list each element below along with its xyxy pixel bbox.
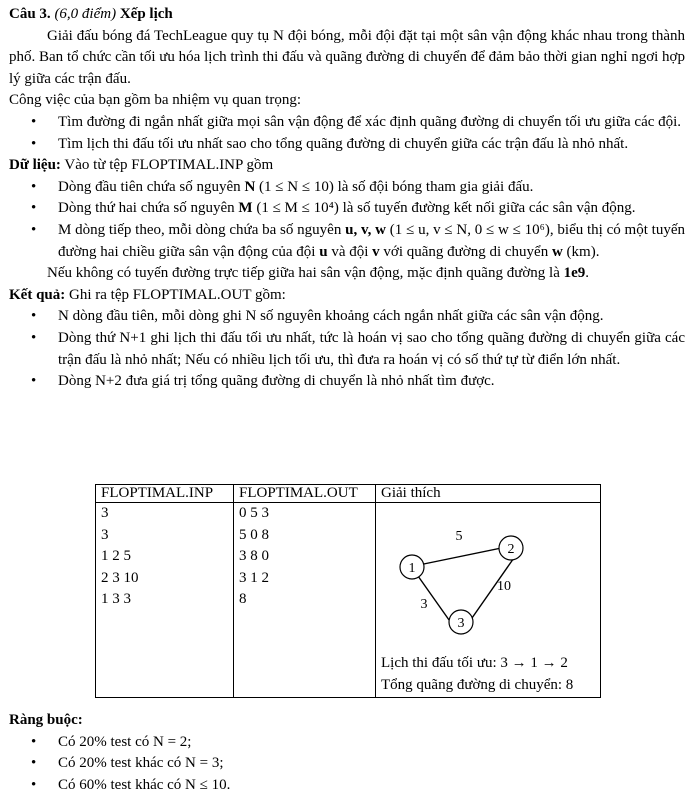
input-item: • M dòng tiếp theo, mỗi dòng chứa ba số nguyên u, v, w (1 ≤ u, v ≤ N, 0 ≤ w ≤ 10⁶), biểu thị có một tuyến đường hai chiều giữa sân vận động của đội u và đội v với quãng đường di chuyển w (km). xyxy=(9,220,685,263)
input-item: • Dòng đầu tiên chứa số nguyên N (1 ≤ N ≤ 10) là số đội bóng tham gia giải đấu. xyxy=(9,177,685,199)
edge-1-2 xyxy=(414,546,511,566)
problem-statement xyxy=(9,0,685,393)
inp-line: 1 2 5 xyxy=(101,548,131,564)
output-item: • Dòng N+2 đưa giá trị tổng quãng đường di chuyển là nhỏ nhất tìm được. xyxy=(9,371,685,393)
example-table xyxy=(95,484,601,698)
inp-line: 3 xyxy=(101,505,109,521)
output-item: • Dòng thứ N+1 ghi lịch thi đấu tối ưu nhất, tức là hoán vị sao cho tổng quãng đường di chuyển giữa các trận đấu là nhỏ nhất; Nếu có nhiều lịch tối ưu, thì đưa ra hoán vị có số thứ tự từ điển lớn nhất. xyxy=(9,328,685,371)
inp-line: 2 3 10 xyxy=(101,569,139,586)
node-2-label: 2 xyxy=(507,542,515,557)
input-text: Vào từ tệp FLOPTIMAL.INP gồm xyxy=(64,157,274,174)
intro-paragraph: Giải đấu bóng đá TechLeague quy tụ N đội bóng, mỗi đội đặt tại một sân vận động khác nhau trong thành phố. Ban tổ chức cần tối ưu hóa lịch trình thi đấu và quãng đường di chuyển để đảm bảo thời gian nghỉ ngơi hợp lý giữa các trận đấu. xyxy=(9,27,685,87)
input-note: Nếu không có tuyến đường trực tiếp giữa hai sân vận động, mặc định quãng đường là 1e9. xyxy=(47,265,590,282)
example-header-row xyxy=(96,485,601,503)
explain-line: Lịch thi đấu tối ưu: 3 → 1 → 2 xyxy=(381,655,568,671)
task-item: • Tìm lịch thi đấu tối ưu nhất sao cho tổng quãng đường di chuyển giữa các trận đấu là nhỏ nhất. xyxy=(9,134,685,156)
input-heading xyxy=(9,155,685,177)
constraint-item: • Có 20% test khác có N = 3; xyxy=(9,753,685,775)
graph-diagram xyxy=(381,503,595,653)
header-explain: Giải thích xyxy=(376,485,601,503)
out-line: 8 xyxy=(239,591,247,607)
tasks-list xyxy=(9,112,685,155)
output-text: Ghi ra tệp FLOPTIMAL.OUT gồm: xyxy=(69,286,286,303)
explain-cell xyxy=(376,503,601,698)
constraint-item: • Có 20% test có N = 2; xyxy=(9,732,685,754)
out-line: 0 5 3 xyxy=(239,505,269,521)
problem-points: (6,0 điểm) xyxy=(54,6,117,22)
edge-label-5: 5 xyxy=(455,529,463,544)
out-line: 5 0 8 xyxy=(239,526,269,543)
header-inp: FLOPTIMAL.INP xyxy=(96,485,234,503)
problem-title: Xếp lịch xyxy=(119,6,173,22)
example-body-row xyxy=(96,503,601,698)
edge-label-10: 10 xyxy=(497,579,511,594)
input-item: • Dòng thứ hai chứa số nguyên M (1 ≤ M ≤ 10⁴) là số tuyến đường kết nối giữa các sân vận động. xyxy=(9,198,685,220)
constraints-section xyxy=(9,710,685,796)
edge-label-3: 3 xyxy=(420,597,428,612)
explain-line: Tổng quãng đường di chuyển: 8 xyxy=(381,676,574,693)
graph-svg xyxy=(381,503,595,653)
output-list xyxy=(9,306,685,392)
task-item: • Tìm đường đi ngắn nhất giữa mọi sân vận động để xác định quãng đường di chuyển tối ưu giữa các đội. xyxy=(9,112,685,134)
out-line: 3 1 2 xyxy=(239,569,269,586)
output-heading xyxy=(9,285,685,307)
constraints-heading: Ràng buộc: xyxy=(9,712,83,728)
header-out: FLOPTIMAL.OUT xyxy=(234,485,376,503)
output-item: • N dòng đầu tiên, mỗi dòng ghi N số nguyên khoảng cách ngắn nhất giữa các sân vận động. xyxy=(9,306,685,328)
constraint-item: • Có 60% test khác có N ≤ 10. xyxy=(9,775,685,797)
problem-number: Câu 3. xyxy=(9,6,51,22)
out-line: 3 8 0 xyxy=(239,548,269,564)
inp-cell xyxy=(96,503,234,698)
tasks-heading: Công việc của bạn gồm ba nhiệm vụ quan trọng: xyxy=(9,92,302,109)
constraints-list xyxy=(9,732,685,797)
problem-header xyxy=(9,4,685,26)
inp-line: 1 3 3 xyxy=(101,591,131,607)
input-label: Dữ liệu: xyxy=(9,157,61,174)
inp-line: 3 xyxy=(101,526,109,543)
output-label: Kết quả: xyxy=(9,286,66,303)
out-cell xyxy=(234,503,376,698)
input-list xyxy=(9,177,685,263)
node-3-label: 3 xyxy=(457,616,465,631)
node-1-label: 1 xyxy=(408,561,416,576)
